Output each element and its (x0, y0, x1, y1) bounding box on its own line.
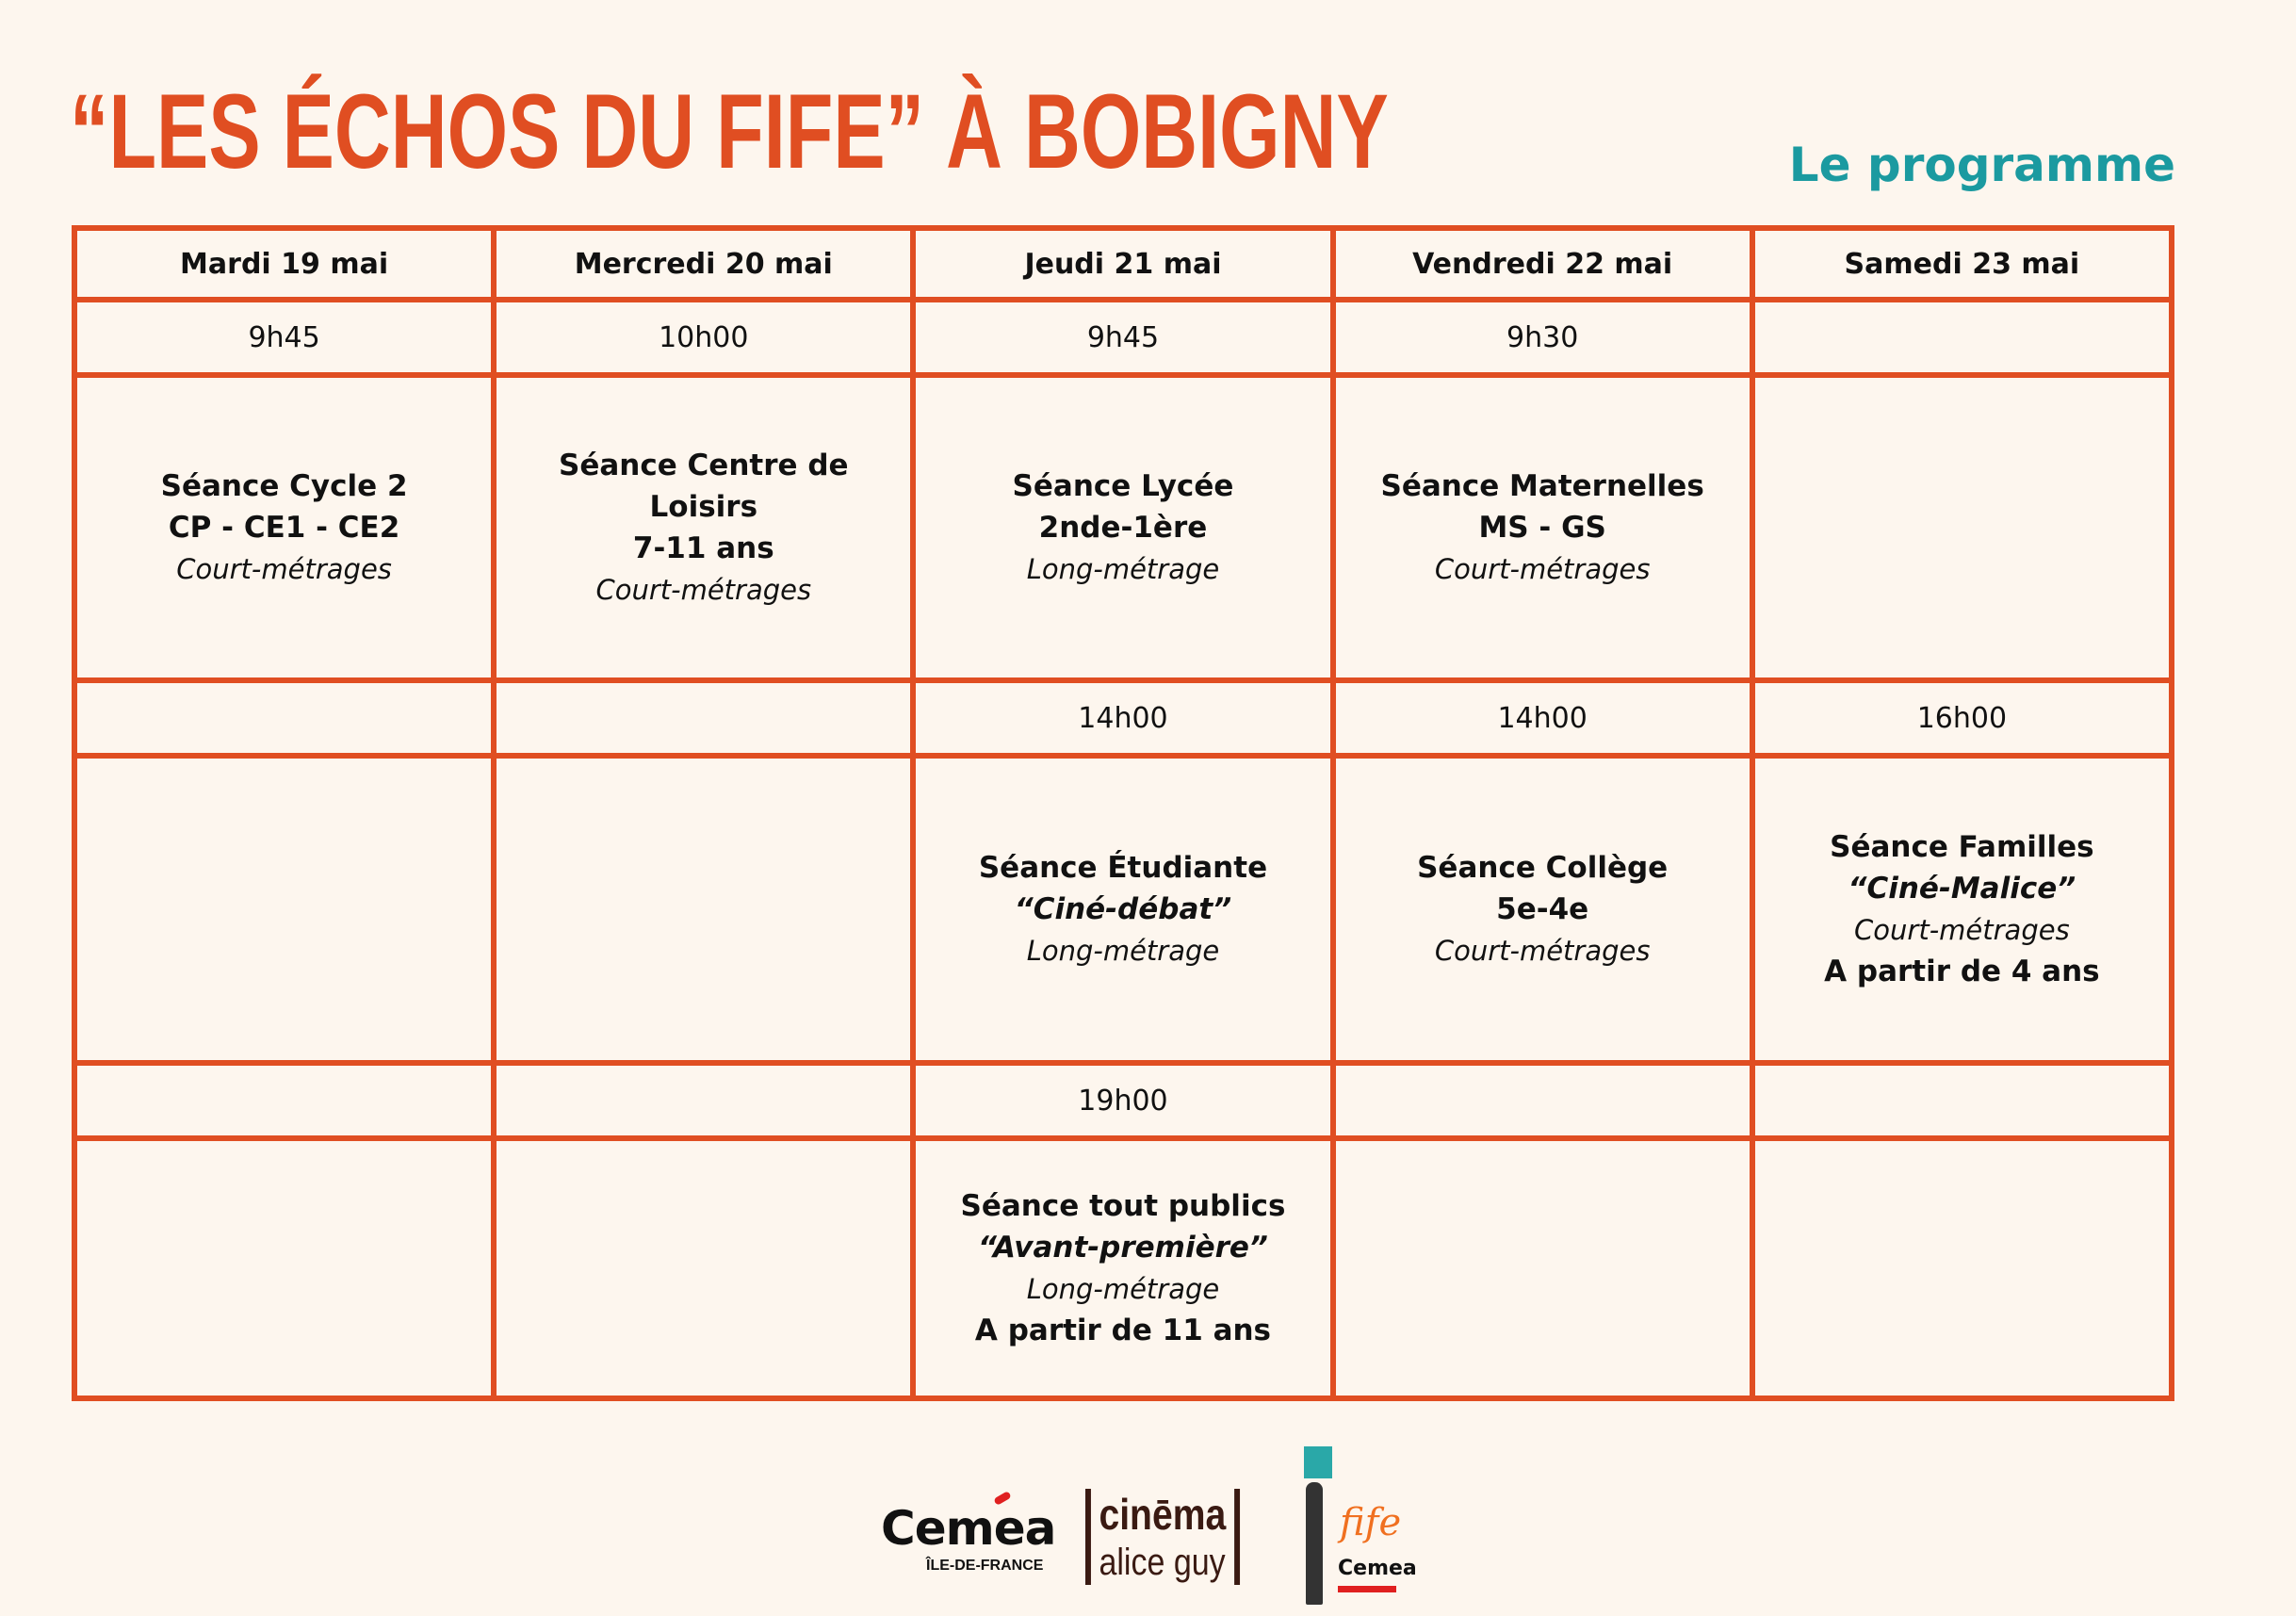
session-cell (494, 1138, 913, 1398)
session-format: Court-métrages (1434, 935, 1651, 967)
session-audience: MS - GS (1478, 511, 1606, 545)
time-cell (494, 680, 913, 756)
session-cell (913, 375, 1332, 680)
session-cell (1752, 1138, 2172, 1398)
day-header-row (74, 228, 2172, 300)
program-table (72, 225, 2174, 1401)
session-cell (913, 756, 1332, 1063)
session-label: “Avant-première” (978, 1231, 1268, 1265)
session-audience: 7-11 ans (632, 531, 774, 565)
session-title: Séance Cycle 2 (160, 469, 408, 503)
time-cell (1333, 1063, 1752, 1138)
session-cell (494, 375, 913, 680)
session-format: Long-métrage (1026, 553, 1220, 585)
time-cell (74, 680, 494, 756)
day-header: Jeudi 21 mai (913, 228, 1332, 300)
session-age: A partir de 4 ans (1824, 955, 2100, 988)
session-cell (1752, 375, 2172, 680)
session-format: Court-métrages (595, 574, 812, 606)
time-cell (74, 1063, 494, 1138)
session-cell (1333, 756, 1752, 1063)
session-cell (1752, 756, 2172, 1063)
day-header: Mardi 19 mai (74, 228, 494, 300)
time-cell (1752, 300, 2172, 375)
session-title: Séance tout publics (960, 1189, 1286, 1223)
fife-cemea-logo: fife Cemea (1298, 1446, 1411, 1611)
session-title: Séance Familles (1830, 830, 2094, 864)
page-subtitle: Le programme (1788, 138, 2175, 192)
session-title: Séance Maternelles (1380, 469, 1704, 503)
time-cell: 9h45 (913, 300, 1332, 375)
session-title: Séance Lycée (1012, 469, 1234, 503)
cinema-alice-guy-logo: cinēma alice guy (1085, 1489, 1240, 1585)
session-label: “Ciné-débat” (1014, 892, 1232, 926)
session-format: Long-métrage (1026, 935, 1220, 967)
day-header: Vendredi 22 mai (1333, 228, 1752, 300)
cemea-idf-logo: Cemea ÎLE-DE-FRANCE (881, 1500, 1060, 1575)
time-row (74, 680, 2172, 756)
session-cell (74, 375, 494, 680)
session-cell (913, 1138, 1332, 1398)
session-title: Séance Étudiante (978, 851, 1268, 885)
session-audience: 2nde-1ère (1038, 511, 1208, 545)
session-audience: CP - CE1 - CE2 (168, 511, 400, 545)
time-cell: 16h00 (1752, 680, 2172, 756)
session-cell (1333, 1138, 1752, 1398)
day-header: Mercredi 20 mai (494, 228, 913, 300)
person-illustration-icon (1306, 1482, 1323, 1605)
session-cell (74, 1138, 494, 1398)
time-cell: 14h00 (1333, 680, 1752, 756)
session-cell (494, 756, 913, 1063)
partner-logos (0, 1442, 2296, 1616)
session-title: Séance Collège (1417, 851, 1669, 885)
time-cell (494, 1063, 913, 1138)
session-label: “Ciné-Malice” (1848, 872, 2076, 906)
time-cell (1752, 1063, 2172, 1138)
session-cell (74, 756, 494, 1063)
time-cell: 19h00 (913, 1063, 1332, 1138)
day-header: Samedi 23 mai (1752, 228, 2172, 300)
session-format: Court-métrages (1854, 914, 2070, 946)
session-cell (1333, 375, 1752, 680)
session-format: Court-métrages (176, 553, 392, 585)
session-format: Long-métrage (1026, 1273, 1220, 1305)
time-row (74, 300, 2172, 375)
session-row (74, 756, 2172, 1063)
session-format: Court-métrages (1434, 553, 1651, 585)
session-row (74, 1138, 2172, 1398)
time-cell: 9h45 (74, 300, 494, 375)
session-age: A partir de 11 ans (974, 1314, 1272, 1347)
page-title: “LES ÉCHOS DU FIFE” À BOBIGNY (70, 73, 1389, 190)
time-cell: 10h00 (494, 300, 913, 375)
session-audience: 5e-4e (1496, 892, 1589, 926)
sign-illustration-icon (1304, 1446, 1332, 1478)
time-row (74, 1063, 2172, 1138)
time-cell: 14h00 (913, 680, 1332, 756)
session-row (74, 375, 2172, 680)
session-title: Séance Centre de Loisirs (559, 449, 849, 524)
time-cell: 9h30 (1333, 300, 1752, 375)
